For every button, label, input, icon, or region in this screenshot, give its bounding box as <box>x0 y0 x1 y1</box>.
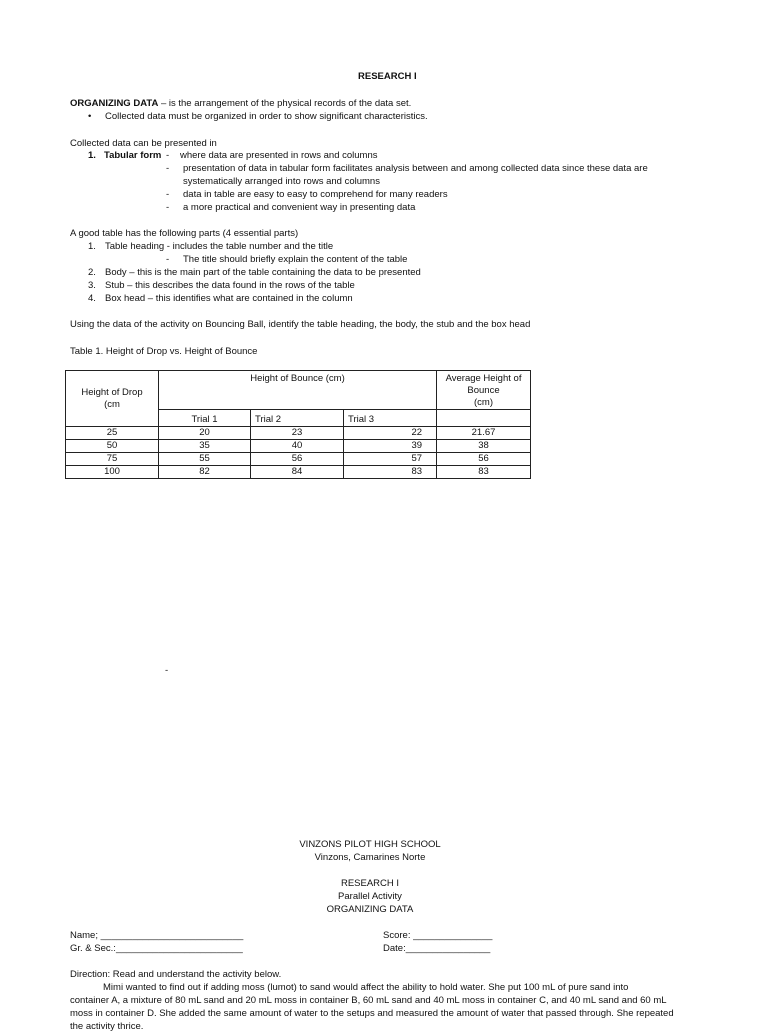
parts-item-num: 1. <box>88 241 96 252</box>
dash-point: data in table are easy to easy to comprehend for many readers <box>183 189 448 200</box>
cell-average: 56 <box>437 453 531 466</box>
name-field[interactable] <box>70 929 243 942</box>
cell-drop: 50 <box>66 440 159 453</box>
direction-line: Mimi wanted to find out if adding moss (lumot) to sand would affect the ability to hold water. She put 100 mL of pure sand into <box>103 982 629 993</box>
intro-bullet: Collected data must be organized in order to show significant characteristics. <box>105 111 428 122</box>
cell-trial-2: 23 <box>251 427 344 440</box>
cell-trial-2: 84 <box>251 466 344 479</box>
header-average-line2: Bounce <box>467 385 500 396</box>
cell-drop: 25 <box>66 427 159 440</box>
presented-lead: Collected data can be presented in <box>70 138 217 149</box>
date-blank: ________________ <box>405 943 491 954</box>
activity-subject: RESEARCH I <box>340 878 400 889</box>
grade-label: Gr. & Sec.: <box>70 943 116 954</box>
direction-line: moss in container D. She added the same amount of water to the setups and measured the amount of water that passed through. She repeated <box>70 1008 674 1019</box>
presented-item-desc: where data are presented in rows and columns <box>180 150 378 161</box>
header-trial-1: Trial 1 <box>159 410 251 427</box>
cell-trial-2: 56 <box>251 453 344 466</box>
direction-line: the activity thrice. <box>70 1021 144 1032</box>
dash-point: presentation of data in tabular form facilitates analysis between and among collected data since these data are <box>183 163 648 174</box>
stray-dash: - <box>165 665 169 676</box>
activity-topic: ORGANIZING DATA <box>326 904 414 915</box>
parts-item-num: 2. <box>88 267 96 278</box>
dash-marker: - <box>166 189 170 200</box>
table-row <box>66 453 531 466</box>
header-trial-3: Trial 3 <box>344 410 437 427</box>
cell-trial-1: 55 <box>159 453 251 466</box>
header-average-line3: (cm) <box>474 397 494 408</box>
grade-section-field[interactable] <box>70 942 243 955</box>
intro-definition <box>70 97 411 110</box>
cell-trial-1: 20 <box>159 427 251 440</box>
presented-item-label: Tabular form <box>104 150 162 161</box>
bullet-dot-icon: • <box>88 111 92 122</box>
intro-term: ORGANIZING DATA <box>70 98 159 109</box>
date-label: Date: <box>383 943 406 954</box>
dash-point: systematically arranged into rows and columns <box>183 176 380 187</box>
parts-item-num: 3. <box>88 280 96 291</box>
table-row <box>66 440 531 453</box>
score-blank: _______________ <box>413 930 493 941</box>
presented-item-number: 1. <box>88 150 96 161</box>
dash-marker: - <box>166 163 170 174</box>
header-trial-2: Trial 2 <box>251 410 344 427</box>
dash-point: a more practical and convenient way in presenting data <box>183 202 416 213</box>
data-table <box>65 370 531 479</box>
cell-trial-3: 83 <box>344 466 437 479</box>
score-field[interactable] <box>383 929 492 942</box>
cell-drop: 100 <box>66 466 159 479</box>
table-row <box>66 427 531 440</box>
parts-item-num: 4. <box>88 293 96 304</box>
grade-blank: ________________________ <box>115 943 243 954</box>
parts-item-text: Box head – this identifies what are contained in the column <box>105 293 353 304</box>
parts-lead: A good table has the following parts (4 essential parts) <box>70 228 299 239</box>
cell-average: 21.67 <box>437 427 531 440</box>
cell-trial-3: 57 <box>344 453 437 466</box>
parts-item-text: Body – this is the main part of the table containing the data to be presented <box>105 267 421 278</box>
instruction: Using the data of the activity on Bouncing Ball, identify the table heading, the body, the stub and the box head <box>70 319 531 330</box>
parts-item-text: The title should briefly explain the content of the table <box>183 254 408 265</box>
header-bounce: Height of Bounce (cm) <box>159 371 437 410</box>
date-field[interactable] <box>383 942 490 955</box>
direction-line: container A, a mixture of 80 mL sand and 20 mL moss in container B, 60 mL sand and 40 mL moss in container C, and 40 mL sand and 60 mL <box>70 995 667 1006</box>
parts-item-text: Table heading - includes the table number and the title <box>105 241 334 252</box>
page-title: RESEARCH I <box>358 71 417 82</box>
cell-trial-3: 22 <box>344 427 437 440</box>
header-average-line1: Average Height of <box>445 373 522 384</box>
dash-marker: - <box>166 202 170 213</box>
cell-trial-1: 35 <box>159 440 251 453</box>
parts-item-num: - <box>166 254 170 265</box>
cell-trial-2: 40 <box>251 440 344 453</box>
school-location: Vinzons, Camarines Norte <box>314 852 426 863</box>
cell-trial-1: 82 <box>159 466 251 479</box>
parts-item-text: Stub – this describes the data found in the rows of the table <box>105 280 355 291</box>
header-average <box>437 371 531 410</box>
header-average-blank <box>437 410 531 427</box>
cell-drop: 75 <box>66 453 159 466</box>
table-caption: Table 1. Height of Drop vs. Height of Bounce <box>70 346 258 357</box>
cell-average: 83 <box>437 466 531 479</box>
header-drop <box>66 371 159 427</box>
name-label: Name; <box>70 930 98 941</box>
score-label: Score: <box>383 930 411 941</box>
table-row <box>66 466 531 479</box>
presented-item-sep: - <box>166 150 170 161</box>
intro-definition-text: – is the arrangement of the physical records of the data set. <box>158 98 412 109</box>
name-blank: ___________________________ <box>100 930 244 941</box>
cell-average: 38 <box>437 440 531 453</box>
school-name: VINZONS PILOT HIGH SCHOOL <box>299 839 441 850</box>
header-drop-line2: (cm <box>104 398 120 410</box>
activity-title: Parallel Activity <box>338 891 402 902</box>
header-drop-line1: Height of Drop <box>81 386 143 398</box>
direction-label: Direction: Read and understand the activity below. <box>70 969 282 980</box>
cell-trial-3: 39 <box>344 440 437 453</box>
